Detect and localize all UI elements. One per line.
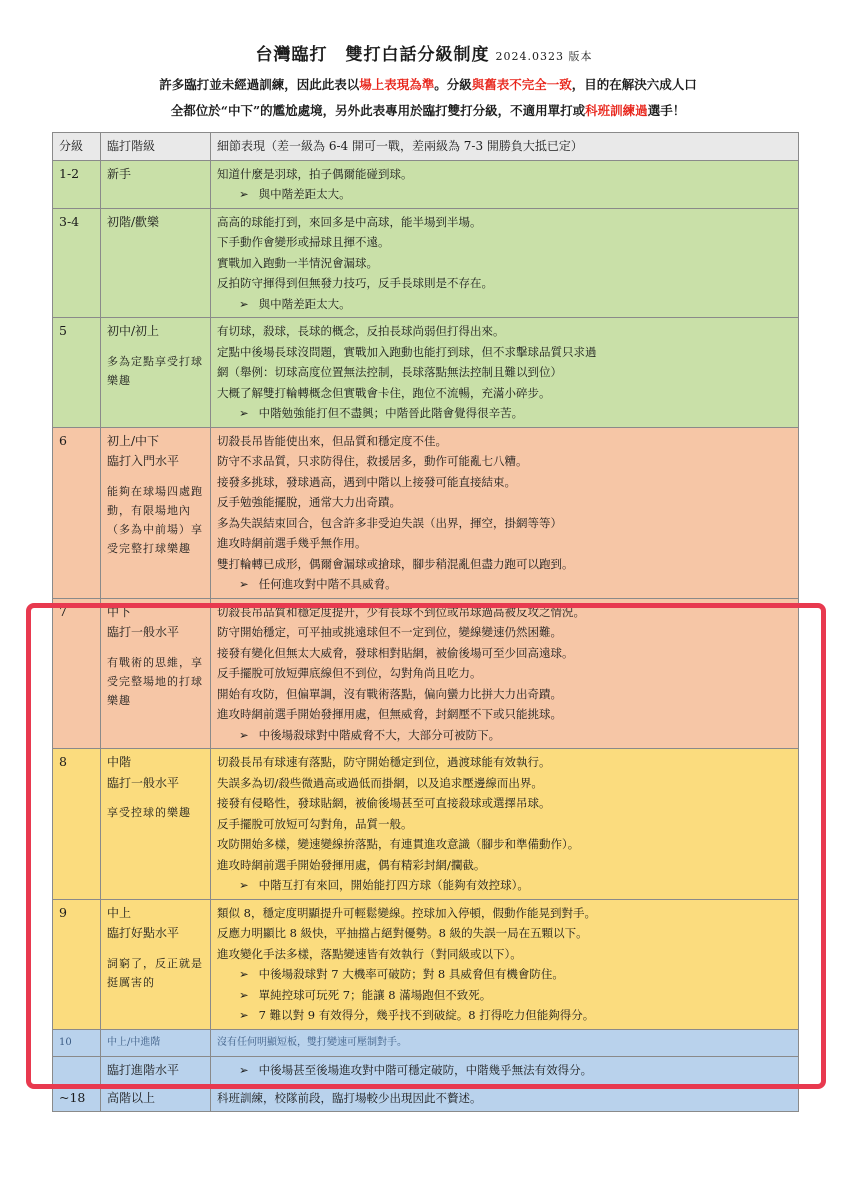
- tier-cell: [101, 427, 211, 598]
- tier-label: 中下: [107, 604, 132, 619]
- tier-cell: [101, 899, 211, 1029]
- table-row: [53, 318, 799, 428]
- grading-table: [52, 132, 799, 1112]
- arrow-bullet-line: ➢ 7 難以對 9 有效得分，幾乎找不到破綻。8 打得吃力但能夠得分。: [217, 1005, 792, 1026]
- tier-label: 臨打進階水平: [107, 1063, 180, 1077]
- detail-line: 知道什麼是羽球，拍子偶爾能碰到球。: [217, 166, 413, 181]
- intro-line-1: 許多臨打並未經過訓練，因此此表以場上表現為準。分級與舊表不完全一致，目的在解決六成人口: [159, 77, 697, 92]
- table-header-row: [53, 133, 799, 161]
- detail-line: 反拍防守揮得到但無發力技巧，反手長球則是不存在。: [217, 276, 493, 290]
- detail-line: 定點中後場長球沒問題，實戰加入跑動也能打到球，但不求擊球品質只求過: [217, 344, 597, 359]
- level-cell: 7: [53, 598, 101, 749]
- level-cell: 1-2: [53, 160, 101, 208]
- tier-label: 中階: [107, 755, 132, 769]
- detail-line: 反手擺脫可放短可勾對角，品質一般。: [217, 816, 413, 831]
- detail-line: 攻防開始多樣，變速變線拚落點，有連貫進攻意識（腳步和準備動作）。: [217, 837, 580, 851]
- header-level: 分級: [53, 133, 101, 161]
- detail-line: 沒有任何明顯短板，雙打變速可壓制對手。: [217, 1036, 407, 1048]
- detail-line: 進攻時網前選手幾乎無作用。: [217, 536, 367, 550]
- tier-cell: [101, 318, 211, 428]
- tier-cell: [101, 160, 211, 208]
- detail-line: 進攻時網前選手開始發揮用處，但無威脅，封網壓不下或只能挑球。: [217, 707, 562, 721]
- arrow-bullet-line: ➢ 與中階差距太大。: [217, 184, 792, 205]
- details-cell: [211, 598, 799, 749]
- tier-cell: [101, 1057, 211, 1085]
- level-cell: [53, 1057, 101, 1085]
- tier-label: 初階/歡樂: [107, 214, 160, 229]
- detail-line: 接發有變化但無太大威脅，發球相對貼網，被偷後場可至少回高遠球。: [217, 645, 574, 660]
- table-row: [53, 160, 799, 208]
- level-cell: 10: [53, 1029, 101, 1057]
- detail-line: 反手勉強能擺脫，通常大力出奇蹟。: [217, 495, 401, 509]
- tier-cell: [101, 1084, 211, 1112]
- level-cell: 6: [53, 427, 101, 598]
- detail-line: 反手擺脫可放短彈底線但不到位，勾對角尚且吃力。: [217, 666, 482, 680]
- detail-line: 實戰加入跑動一半情況會漏球。: [217, 255, 378, 270]
- intro-emphasis: 科班訓練過: [585, 103, 648, 118]
- table-row: [53, 749, 799, 900]
- arrow-bullet-line: ➢ 中後場殺球對 7 大機率可破防；對 8 具威脅但有機會防住。: [217, 964, 792, 985]
- tier-cell: [101, 749, 211, 900]
- detail-line: 切殺長吊皆能使出來，但品質和穩定度不佳。: [217, 433, 447, 448]
- intro-emphasis: 場上表現為準: [359, 77, 435, 92]
- tier-sublabel: 臨打入門水平: [107, 454, 180, 468]
- header-details: 細節表現（差一級為 6-4 開可一戰，差兩級為 7-3 開勝負大抵已定）: [211, 133, 799, 161]
- table-body: [53, 160, 799, 1112]
- detail-line: 接發有侵略性，發球貼網，被偷後場甚至可直接殺球或選擇吊球。: [217, 796, 551, 810]
- table-row: [53, 208, 799, 318]
- arrow-bullet-line: ➢ 與中階差距太大。: [217, 294, 792, 315]
- tier-label: 初中/初上: [107, 324, 160, 338]
- arrow-bullet-line: ➢ 中階互打有來回，開始能打四方球（能夠有效控球）。: [217, 875, 792, 896]
- table-row: [53, 1029, 799, 1057]
- header-tier: 臨打階級: [101, 133, 211, 161]
- arrow-bullet-line: ➢ 中後場甚至後場進攻對中階可穩定破防，中階幾乎無法有效得分。: [217, 1060, 792, 1081]
- level-cell: ~18: [53, 1084, 101, 1112]
- details-cell: [211, 427, 799, 598]
- detail-line: 防守不求品質，只求防得住，救援居多，動作可能亂七八糟。: [217, 454, 528, 468]
- table-row: [53, 598, 799, 749]
- tier-label: 中上: [107, 905, 132, 920]
- table-row: [53, 1057, 799, 1085]
- intro-paragraph: [48, 72, 808, 124]
- tier-note: 詞窮了，反正就是挺厲害的: [107, 956, 203, 989]
- tier-sublabel: 臨打好點水平: [107, 926, 180, 940]
- details-cell: [211, 899, 799, 1029]
- tier-cell: [101, 1029, 211, 1057]
- tier-sublabel: 臨打一般水平: [107, 775, 180, 790]
- level-cell: 9: [53, 899, 101, 1029]
- tier-note: 有戰術的思維，享受完整場地的打球樂趣: [107, 655, 203, 707]
- detail-line: 切殺長吊品質和穩定度提升，少有長球不到位或吊球過高被反攻之情況。: [217, 604, 585, 619]
- tier-label: 中上/中進階: [107, 1036, 161, 1048]
- tier-note: 享受控球的樂趣: [107, 806, 191, 819]
- detail-line: 下手動作會變形或掃球且揮不遠。: [217, 235, 390, 249]
- detail-line: 科班訓練，校隊前段，臨打場較少出現因此不贅述。: [217, 1090, 482, 1105]
- detail-line: 多為失誤結束回合，包含許多非受迫失誤（出界，揮空，掛網等等）: [217, 515, 562, 530]
- tier-label: 新手: [107, 166, 132, 181]
- version-label: 2024.0323 版本: [495, 50, 593, 63]
- detail-line: 高高的球能打到，來回多是中高球，能半場到半場。: [217, 214, 482, 229]
- tier-note: 能夠在球場四處跑動，有限場地內（多為中前場）享受完整打球樂趣: [107, 484, 203, 555]
- detail-line: 進攻時網前選手開始發揮用處，偶有精彩封網/攔截。: [217, 857, 486, 872]
- detail-line: 雙打輪轉已成形，偶爾會漏球或搶球，腳步稍混亂但盡力跑可以跑到。: [217, 556, 574, 571]
- title-text: 台灣臨打 雙打白話分級制度: [255, 45, 490, 65]
- detail-line: 接發多挑球，發球過高，遇到中階以上接發可能直接結束。: [217, 474, 516, 489]
- tier-label: 初上/中下: [107, 433, 160, 448]
- detail-line: 類似 8，穩定度明顯提升可輕鬆變線。控球加入停頓，假動作能晃到對手。: [217, 905, 596, 920]
- table-row: [53, 427, 799, 598]
- table-row: [53, 1084, 799, 1112]
- arrow-bullet-line: ➢ 中後場殺球對中階威脅不大，大部分可被防下。: [217, 725, 792, 746]
- detail-line: 開始有攻防，但偏單調，沒有戰術落點，偏向蠻力比拼大力出奇蹟。: [217, 686, 562, 701]
- details-cell: [211, 1084, 799, 1112]
- table-row: [53, 899, 799, 1029]
- detail-line: 失誤多為切/殺些微過高或過低而掛網，以及追求壓邊線而出界。: [217, 775, 543, 790]
- tier-sublabel: 臨打一般水平: [107, 625, 180, 639]
- intro-line-2: 全都位於“中下”的尷尬處境，另外此表專用於臨打雙打分級，不適用單打或科班訓練過選手！: [170, 103, 686, 118]
- level-cell: 3-4: [53, 208, 101, 318]
- tier-cell: [101, 208, 211, 318]
- detail-line: 網（舉例：切球高度位置無法控制，長球落點無法控制且難以到位）: [217, 365, 562, 379]
- details-cell: [211, 1029, 799, 1057]
- tier-cell: [101, 598, 211, 749]
- detail-line: 切殺長吊有球速有落點，防守開始穩定到位，過渡球能有效執行。: [217, 755, 551, 769]
- details-cell: [211, 318, 799, 428]
- detail-line: 防守開始穩定，可平抽或挑遠球但不一定到位，變線變速仍然困難。: [217, 625, 562, 639]
- arrow-bullet-line: ➢ 單純控球可玩死 7；能讓 8 滿場跑但不致死。: [217, 985, 792, 1006]
- intro-emphasis: 與舊表不完全一致: [471, 77, 572, 92]
- detail-line: 有切球，殺球，長球的概念，反拍長球尚弱但打得出來。: [217, 324, 505, 338]
- detail-line: 進攻變化手法多樣，落點變速皆有效執行（對同級或以下）。: [217, 946, 522, 961]
- tier-label: 高階以上: [107, 1090, 156, 1105]
- details-cell: [211, 208, 799, 318]
- arrow-bullet-line: ➢ 任何進攻對中階不具威脅。: [217, 574, 792, 595]
- details-cell: [211, 749, 799, 900]
- details-cell: [211, 160, 799, 208]
- detail-line: 大概了解雙打輪轉概念但實戰會卡住，跑位不流暢，充滿小碎步。: [217, 385, 551, 400]
- level-cell: 5: [53, 318, 101, 428]
- arrow-bullet-line: ➢ 中階勉強能打但不盡興；中階晉此階會覺得很辛苦。: [217, 403, 792, 424]
- document-title: [0, 40, 848, 65]
- level-cell: 8: [53, 749, 101, 900]
- details-cell: [211, 1057, 799, 1085]
- detail-line: 反應力明顯比 8 級快，平抽擋占絕對優勢。8 級的失誤一局在五顆以下。: [217, 926, 588, 940]
- tier-note: 多為定點享受打球樂趣: [107, 354, 203, 387]
